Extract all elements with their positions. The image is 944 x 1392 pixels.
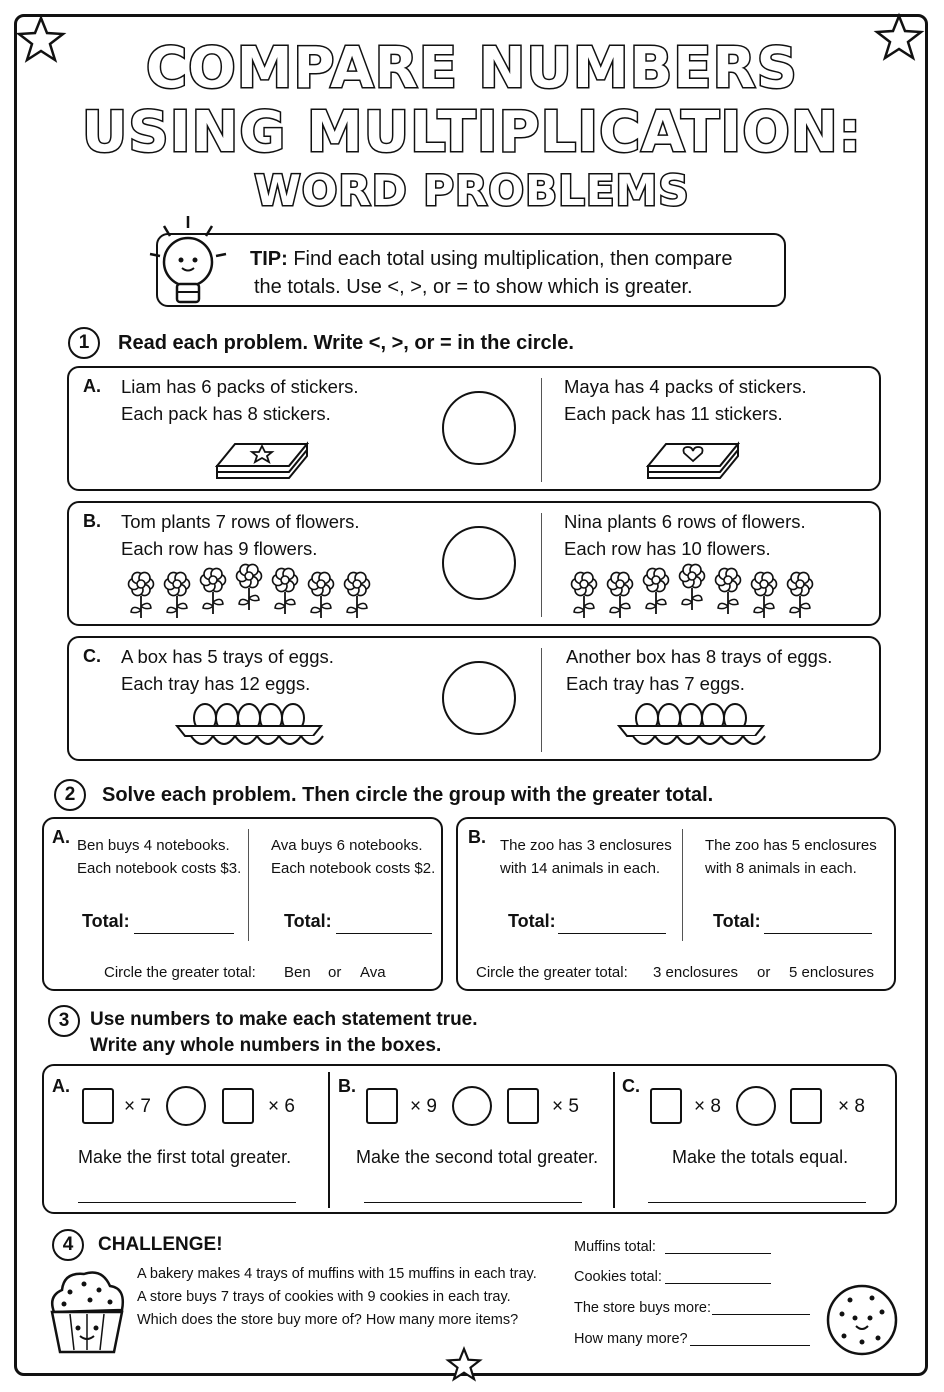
answer-line[interactable]	[712, 1314, 810, 1315]
problem-left-text: Tom plants 7 rows of flowers. Each row has 9 flowers.	[121, 511, 360, 559]
problem-left-text: Ben buys 4 notebooks. Each notebook costs $3.	[77, 837, 242, 877]
total-label: Total:	[508, 911, 556, 931]
flower-icon	[309, 572, 334, 618]
choice-option[interactable]: Ben	[284, 964, 311, 981]
challenge-text: A bakery makes 4 trays of muffins with 15 muffins in each tray. A store buys 7 trays of cookies with 9 cookies in each tray. Which does the store buy more of? How many more items?	[137, 1266, 537, 1328]
answer-line[interactable]	[364, 1202, 582, 1203]
instruction-text: Make the second total greater.	[356, 1147, 599, 1167]
section-4-number: 4	[52, 1229, 84, 1261]
problem-label: B.	[468, 827, 486, 847]
section-4-heading: CHALLENGE!	[98, 1234, 223, 1255]
answer-line[interactable]	[690, 1345, 810, 1346]
flower-icon	[752, 572, 777, 618]
section-1-heading: Read each problem. Write <, >, or = in the circle.	[118, 332, 574, 354]
compare-answer-circle[interactable]	[442, 661, 516, 735]
title-line-1: COMPARE NUMBERS	[146, 36, 798, 101]
flower-icon	[788, 572, 813, 618]
section-3-heading-2: Write any whole numbers in the boxes.	[90, 1035, 442, 1056]
or-label: or	[757, 964, 771, 981]
total-label: Total:	[284, 911, 332, 931]
number-input-box[interactable]	[790, 1088, 822, 1124]
flower-icon	[345, 572, 370, 618]
compare-answer-circle[interactable]	[442, 391, 516, 465]
number-input-box[interactable]	[507, 1088, 539, 1124]
flower-icon	[273, 568, 298, 614]
sticker-packs-icon	[636, 434, 746, 484]
circle-greater-label: Circle the greater total:	[104, 964, 256, 981]
compare-answer-circle[interactable]	[452, 1086, 492, 1126]
total-answer-line[interactable]	[336, 933, 432, 934]
flower-row-icon	[568, 566, 818, 622]
problem-label: A.	[52, 1076, 70, 1096]
tip-box	[156, 233, 786, 307]
tip-text-2: the totals. Use <, >, or = to show which is greater.	[254, 276, 693, 298]
instruction-text: Make the totals equal.	[672, 1147, 849, 1167]
number-input-box[interactable]	[650, 1088, 682, 1124]
flower-icon	[716, 568, 741, 614]
problem-left-text: The zoo has 3 enclosures with 14 animals in each.	[500, 837, 672, 877]
total-answer-line[interactable]	[134, 933, 234, 934]
flower-icon	[237, 564, 262, 610]
how-many-more-label: How many more?	[574, 1331, 688, 1347]
choice-option[interactable]: Ava	[360, 964, 386, 981]
cookies-total-label: Cookies total:	[574, 1269, 662, 1285]
answer-line[interactable]	[78, 1202, 296, 1203]
problem-left-text: Liam has 6 packs of stickers. Each pack has 8 stickers.	[121, 376, 359, 424]
problem-label: B.	[83, 511, 101, 531]
problem-label: C.	[83, 646, 101, 666]
muffins-total-label: Muffins total:	[574, 1239, 656, 1255]
egg-tray-icon	[173, 700, 325, 752]
multiply-factor: × 9	[410, 1096, 437, 1117]
flower-icon	[680, 564, 705, 610]
problem-right-text: Maya has 4 packs of stickers. Each pack has 11 stickers.	[564, 376, 807, 424]
number-input-box[interactable]	[222, 1088, 254, 1124]
problem-right-text: Ava buys 6 notebooks. Each notebook costs $2.	[271, 837, 436, 877]
flower-icon	[608, 572, 633, 618]
problem-label: A.	[52, 827, 70, 847]
choice-option[interactable]: 3 enclosures	[653, 964, 739, 981]
title-line-2: USING MULTIPLICATION:	[81, 100, 863, 165]
problem-label: A.	[83, 376, 101, 396]
number-input-box[interactable]	[82, 1088, 114, 1124]
star-icon	[446, 1346, 482, 1382]
multiply-factor: × 7	[124, 1096, 151, 1117]
multiply-factor: × 5	[552, 1096, 579, 1117]
problem-card-2b	[456, 817, 896, 991]
section-3-heading-1: Use numbers to make each statement true.	[90, 1009, 478, 1030]
flower-icon	[129, 572, 154, 618]
multiply-factor: × 6	[268, 1096, 295, 1117]
muffin-icon	[44, 1262, 130, 1358]
total-answer-line[interactable]	[764, 933, 872, 934]
cookie-icon	[824, 1282, 900, 1358]
section-2-heading: Solve each problem. Then circle the group with the greater total.	[102, 784, 714, 806]
compare-answer-circle[interactable]	[166, 1086, 206, 1126]
instruction-text: Make the first total greater.	[78, 1147, 292, 1167]
buys-more-label: The store buys more:	[574, 1300, 711, 1316]
problem-right-text: The zoo has 5 enclosures with 8 animals in each.	[705, 837, 877, 877]
flower-row-icon	[125, 566, 375, 622]
multiply-factor: × 8	[694, 1096, 721, 1117]
flower-icon	[201, 568, 226, 614]
tip-label: TIP:	[250, 248, 288, 270]
total-answer-line[interactable]	[558, 933, 666, 934]
compare-answer-circle[interactable]	[442, 526, 516, 600]
flower-icon	[165, 572, 190, 618]
answer-line[interactable]	[648, 1202, 866, 1203]
flower-icon	[644, 568, 669, 614]
problem-right-text: Another box has 8 trays of eggs. Each tray has 7 eggs.	[566, 646, 833, 694]
answer-line[interactable]	[665, 1253, 771, 1254]
total-label: Total:	[82, 911, 130, 931]
problem-right-text: Nina plants 6 rows of flowers. Each row has 10 flowers.	[564, 511, 806, 559]
section-3-card	[42, 1064, 897, 1214]
or-label: or	[328, 964, 342, 981]
problem-card-2a	[42, 817, 443, 991]
problem-label: B.	[338, 1076, 356, 1096]
section-2-number: 2	[54, 779, 86, 811]
section-3-number: 3	[48, 1005, 80, 1037]
choice-option[interactable]: 5 enclosures	[789, 964, 875, 981]
section-1-number: 1	[68, 327, 100, 359]
tip-text: Find each total using multiplication, then compare	[287, 248, 733, 270]
sticker-packs-icon	[205, 434, 315, 484]
problem-left-text: A box has 5 trays of eggs. Each tray has 12 eggs.	[121, 646, 334, 694]
number-input-box[interactable]	[366, 1088, 398, 1124]
title-line-3: WORD PROBLEMS	[254, 166, 690, 215]
egg-tray-icon	[615, 700, 767, 752]
circle-greater-label: Circle the greater total:	[476, 964, 628, 981]
flower-icon	[572, 572, 597, 618]
compare-answer-circle[interactable]	[736, 1086, 776, 1126]
problem-label: C.	[622, 1076, 640, 1096]
answer-line[interactable]	[665, 1283, 771, 1284]
multiply-factor: × 8	[838, 1096, 865, 1117]
total-label: Total:	[713, 911, 761, 931]
